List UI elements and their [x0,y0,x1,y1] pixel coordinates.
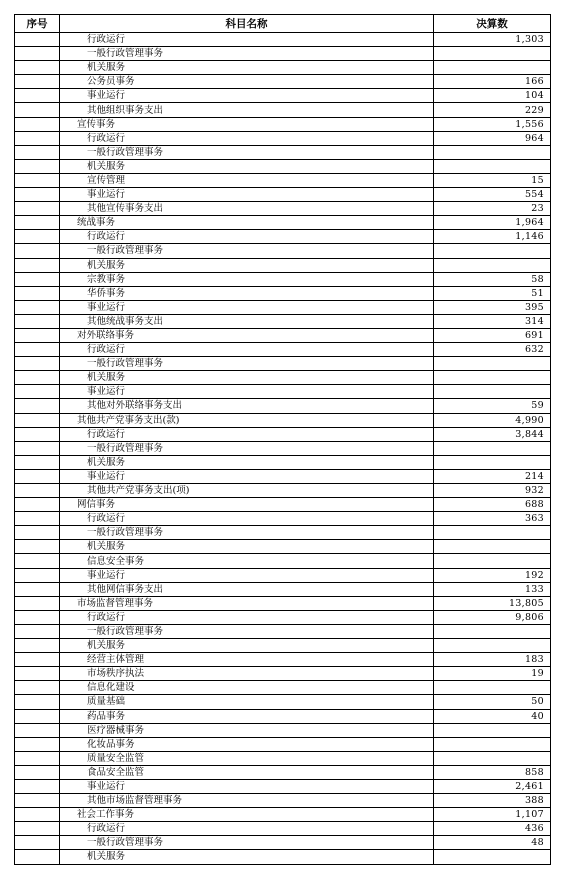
amount-cell: 50 [434,695,551,709]
item-name-cell: 其他网信事务支出 [60,582,434,596]
item-name-cell: 事业运行 [60,385,434,399]
seq-cell [15,695,60,709]
amount-cell: 13,805 [434,596,551,610]
table-row [15,568,551,582]
seq-cell [15,779,60,793]
item-name-cell: 机关服务 [60,258,434,272]
seq-cell [15,47,60,61]
seq-cell [15,540,60,554]
amount-cell [434,47,551,61]
item-name-cell: 行政运行 [60,822,434,836]
amount-cell: 59 [434,399,551,413]
table-row [15,328,551,342]
item-name-cell: 机关服务 [60,639,434,653]
seq-cell [15,427,60,441]
amount-cell [434,61,551,75]
amount-cell: 932 [434,484,551,498]
item-name-cell: 事业运行 [60,568,434,582]
amount-cell: 964 [434,131,551,145]
item-name-cell: 行政运行 [60,427,434,441]
table-row [15,850,551,864]
item-name-cell: 质量基础 [60,695,434,709]
seq-cell [15,667,60,681]
amount-cell [434,540,551,554]
item-name-cell: 行政运行 [60,33,434,47]
item-name-cell: 一般行政管理事务 [60,441,434,455]
amount-cell: 3,844 [434,427,551,441]
table-row [15,145,551,159]
seq-cell [15,272,60,286]
amount-cell: 133 [434,582,551,596]
amount-cell: 23 [434,202,551,216]
seq-cell [15,526,60,540]
table-row [15,639,551,653]
amount-cell: 388 [434,794,551,808]
table-row [15,667,551,681]
item-name-cell: 其他对外联络事务支出 [60,399,434,413]
table-row [15,582,551,596]
seq-cell [15,568,60,582]
amount-cell [434,357,551,371]
table-row [15,822,551,836]
amount-cell: 554 [434,188,551,202]
table-row [15,272,551,286]
seq-cell [15,681,60,695]
header-item-name: 科目名称 [60,15,434,33]
item-name-cell: 统战事务 [60,216,434,230]
item-name-cell: 宣传管理 [60,173,434,187]
seq-cell [15,244,60,258]
item-name-cell: 市场秩序执法 [60,667,434,681]
seq-cell [15,89,60,103]
table-row [15,779,551,793]
amount-cell [434,737,551,751]
amount-cell [434,244,551,258]
seq-cell [15,385,60,399]
seq-cell [15,484,60,498]
table-row [15,357,551,371]
seq-cell [15,624,60,638]
table-row [15,371,551,385]
header-seq: 序号 [15,15,60,33]
item-name-cell: 机关服务 [60,850,434,864]
table-row [15,484,551,498]
table-row [15,216,551,230]
seq-cell [15,230,60,244]
item-name-cell: 事业运行 [60,469,434,483]
seq-cell [15,202,60,216]
amount-cell [434,526,551,540]
table-row [15,258,551,272]
table-row [15,117,551,131]
table-row [15,103,551,117]
seq-cell [15,794,60,808]
amount-cell [434,723,551,737]
table-row [15,695,551,709]
table-row [15,413,551,427]
seq-cell [15,441,60,455]
item-name-cell: 事业运行 [60,300,434,314]
amount-cell [434,258,551,272]
seq-cell [15,498,60,512]
item-name-cell: 事业运行 [60,188,434,202]
seq-cell [15,822,60,836]
item-name-cell: 其他市场监督管理事务 [60,794,434,808]
final-accounts-table [14,14,551,865]
seq-cell [15,765,60,779]
item-name-cell: 宣传事务 [60,117,434,131]
table-row [15,653,551,667]
seq-cell [15,216,60,230]
amount-cell: 688 [434,498,551,512]
table-row [15,808,551,822]
amount-cell: 166 [434,75,551,89]
seq-cell [15,836,60,850]
amount-cell [434,145,551,159]
item-name-cell: 一般行政管理事务 [60,526,434,540]
seq-cell [15,709,60,723]
item-name-cell: 行政运行 [60,131,434,145]
table-row [15,61,551,75]
item-name-cell: 其他共产党事务支出(项) [60,484,434,498]
table-row [15,610,551,624]
table-row [15,526,551,540]
item-name-cell: 社会工作事务 [60,808,434,822]
item-name-cell: 药品事务 [60,709,434,723]
item-name-cell: 公务员事务 [60,75,434,89]
table-row [15,385,551,399]
item-name-cell: 机关服务 [60,371,434,385]
table-row [15,681,551,695]
item-name-cell: 行政运行 [60,230,434,244]
item-name-cell: 其他宣传事务支出 [60,202,434,216]
amount-cell [434,371,551,385]
seq-cell [15,554,60,568]
amount-cell [434,751,551,765]
amount-cell [434,554,551,568]
amount-cell: 48 [434,836,551,850]
item-name-cell: 医疗器械事务 [60,723,434,737]
table-row [15,709,551,723]
seq-cell [15,610,60,624]
seq-cell [15,653,60,667]
amount-cell: 214 [434,469,551,483]
seq-cell [15,343,60,357]
seq-cell [15,286,60,300]
table-row [15,498,551,512]
seq-cell [15,413,60,427]
item-name-cell: 事业运行 [60,89,434,103]
amount-cell: 858 [434,765,551,779]
item-name-cell: 化妆品事务 [60,737,434,751]
seq-cell [15,357,60,371]
item-name-cell: 行政运行 [60,512,434,526]
item-name-cell: 机关服务 [60,61,434,75]
amount-cell: 15 [434,173,551,187]
header-amount: 决算数 [434,15,551,33]
seq-cell [15,737,60,751]
item-name-cell: 对外联络事务 [60,328,434,342]
amount-cell: 1,556 [434,117,551,131]
seq-cell [15,159,60,173]
table-row [15,89,551,103]
table-row [15,173,551,187]
seq-cell [15,399,60,413]
seq-cell [15,33,60,47]
table-row [15,540,551,554]
table-row [15,159,551,173]
table-row [15,300,551,314]
table-row [15,512,551,526]
amount-cell [434,681,551,695]
amount-cell [434,624,551,638]
table-row [15,314,551,328]
amount-cell: 314 [434,314,551,328]
seq-cell [15,751,60,765]
amount-cell: 1,146 [434,230,551,244]
amount-cell: 19 [434,667,551,681]
seq-cell [15,512,60,526]
seq-cell [15,371,60,385]
table-row [15,131,551,145]
table-row [15,244,551,258]
amount-cell [434,159,551,173]
item-name-cell: 机关服务 [60,540,434,554]
table-row [15,399,551,413]
amount-cell [434,385,551,399]
item-name-cell: 宗教事务 [60,272,434,286]
seq-cell [15,314,60,328]
table-row [15,765,551,779]
table-row [15,794,551,808]
amount-cell [434,441,551,455]
amount-cell: 9,806 [434,610,551,624]
item-name-cell: 食品安全监管 [60,765,434,779]
item-name-cell: 网信事务 [60,498,434,512]
table-row [15,188,551,202]
item-name-cell: 经营主体管理 [60,653,434,667]
amount-cell: 4,990 [434,413,551,427]
seq-cell [15,173,60,187]
table-row [15,343,551,357]
item-name-cell: 信息安全事务 [60,554,434,568]
amount-cell [434,850,551,864]
seq-cell [15,723,60,737]
table-row [15,836,551,850]
table-row [15,427,551,441]
amount-cell: 1,107 [434,808,551,822]
item-name-cell: 机关服务 [60,159,434,173]
item-name-cell: 一般行政管理事务 [60,145,434,159]
amount-cell: 2,461 [434,779,551,793]
table-body [15,33,551,865]
seq-cell [15,808,60,822]
amount-cell [434,639,551,653]
table-row [15,455,551,469]
amount-cell: 691 [434,328,551,342]
seq-cell [15,188,60,202]
amount-cell [434,455,551,469]
table-row [15,751,551,765]
item-name-cell: 其他统战事务支出 [60,314,434,328]
table-row [15,723,551,737]
item-name-cell: 一般行政管理事务 [60,47,434,61]
amount-cell: 395 [434,300,551,314]
seq-cell [15,328,60,342]
amount-cell: 58 [434,272,551,286]
amount-cell: 229 [434,103,551,117]
seq-cell [15,596,60,610]
item-name-cell: 一般行政管理事务 [60,357,434,371]
table-row [15,47,551,61]
item-name-cell: 机关服务 [60,455,434,469]
seq-cell [15,455,60,469]
amount-cell: 192 [434,568,551,582]
table-row [15,624,551,638]
amount-cell: 436 [434,822,551,836]
amount-cell: 51 [434,286,551,300]
amount-cell: 104 [434,89,551,103]
seq-cell [15,145,60,159]
amount-cell: 363 [434,512,551,526]
table-row [15,441,551,455]
item-name-cell: 行政运行 [60,610,434,624]
table-row [15,469,551,483]
item-name-cell: 信息化建设 [60,681,434,695]
item-name-cell: 一般行政管理事务 [60,624,434,638]
item-name-cell: 市场监督管理事务 [60,596,434,610]
item-name-cell: 行政运行 [60,343,434,357]
item-name-cell: 一般行政管理事务 [60,836,434,850]
seq-cell [15,61,60,75]
seq-cell [15,300,60,314]
item-name-cell: 一般行政管理事务 [60,244,434,258]
amount-cell: 1,964 [434,216,551,230]
seq-cell [15,469,60,483]
item-name-cell: 事业运行 [60,779,434,793]
amount-cell: 183 [434,653,551,667]
seq-cell [15,850,60,864]
table-row [15,202,551,216]
seq-cell [15,117,60,131]
table-row [15,596,551,610]
item-name-cell: 华侨事务 [60,286,434,300]
amount-cell: 40 [434,709,551,723]
table-row [15,554,551,568]
seq-cell [15,258,60,272]
table-header-row [15,15,551,33]
seq-cell [15,582,60,596]
table-row [15,33,551,47]
table-row [15,230,551,244]
seq-cell [15,131,60,145]
seq-cell [15,639,60,653]
amount-cell: 632 [434,343,551,357]
seq-cell [15,75,60,89]
amount-cell: 1,303 [434,33,551,47]
item-name-cell: 其他组织事务支出 [60,103,434,117]
budget-table-sheet [14,14,550,865]
item-name-cell: 其他共产党事务支出(款) [60,413,434,427]
table-row [15,75,551,89]
seq-cell [15,103,60,117]
item-name-cell: 质量安全监管 [60,751,434,765]
table-row [15,286,551,300]
table-row [15,737,551,751]
